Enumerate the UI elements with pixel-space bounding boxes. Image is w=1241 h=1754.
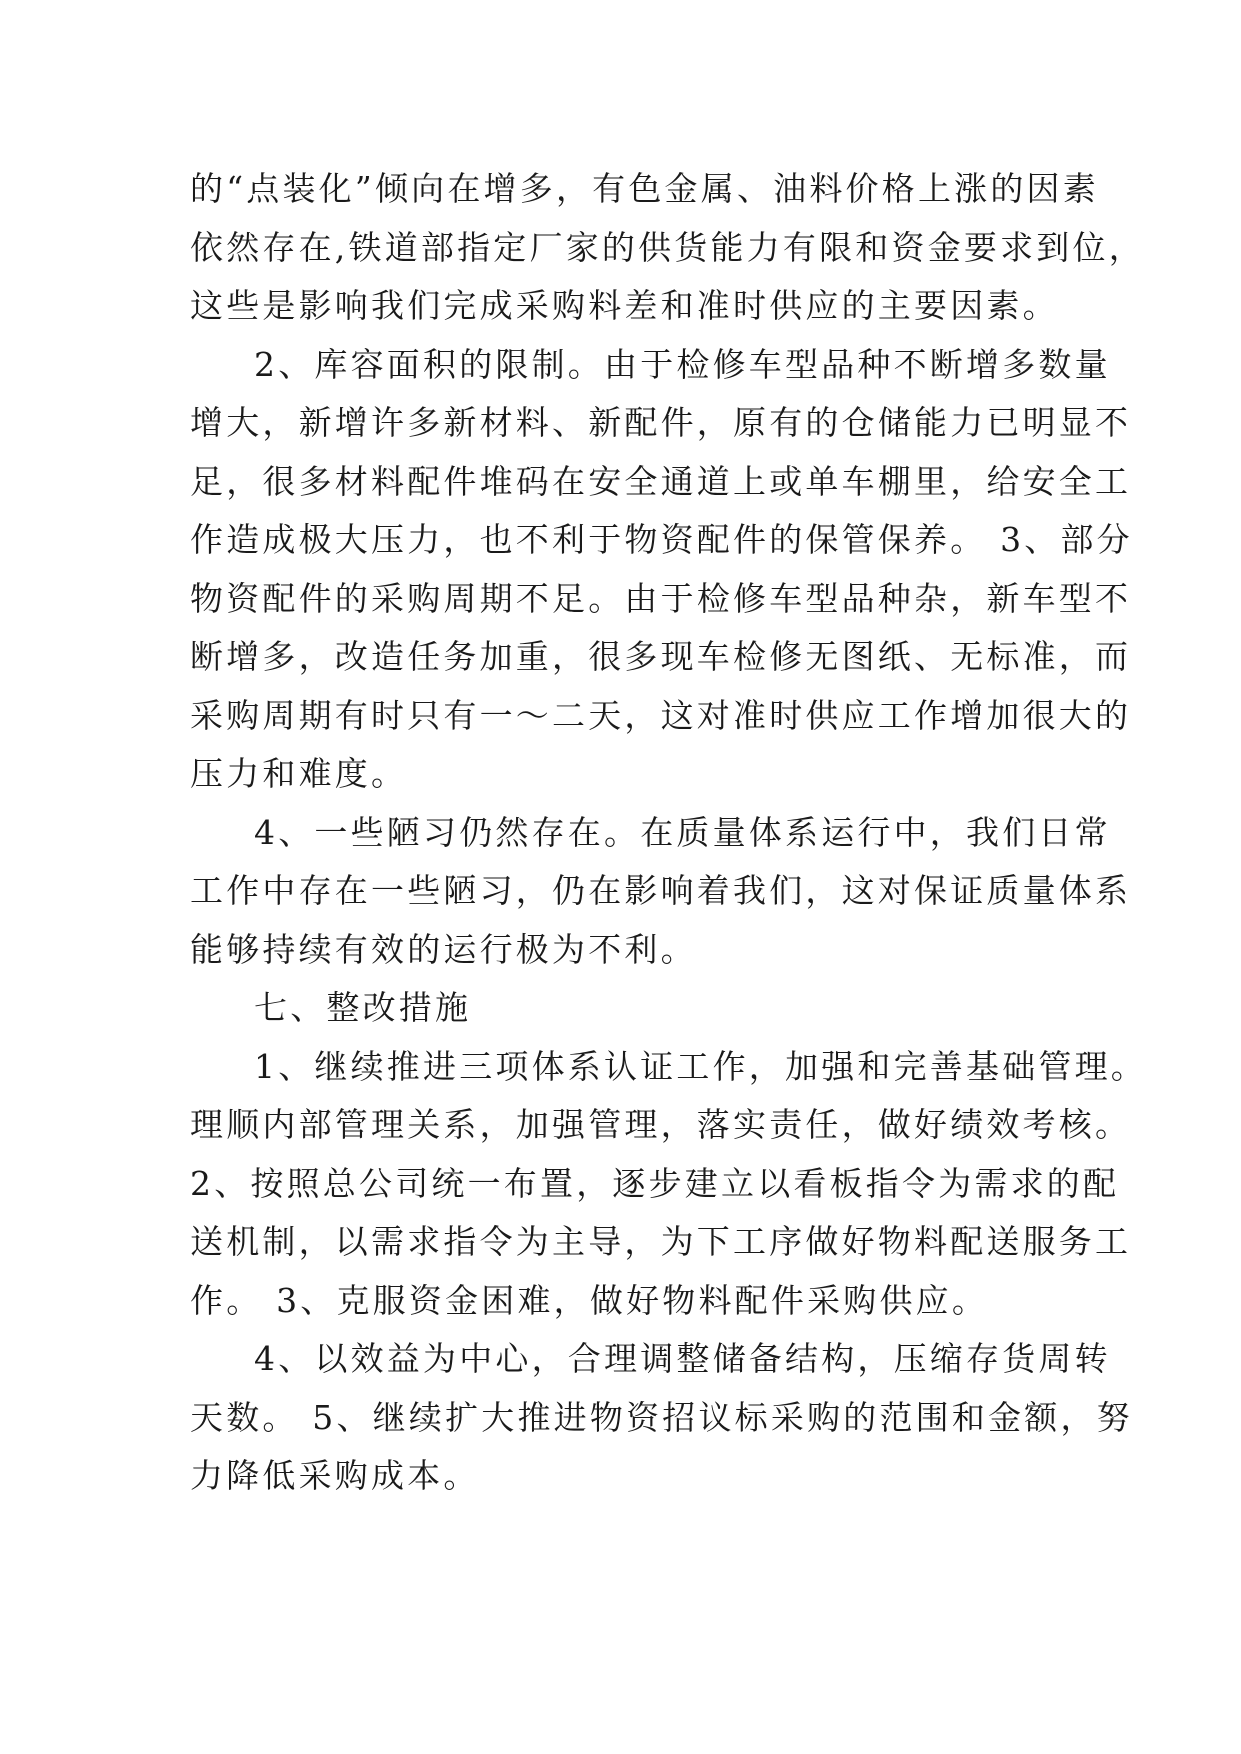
body-line: 2、库容面积的限制。由于检修车型品种不断增多数量 [254, 344, 1111, 384]
document-body [190, 160, 1147, 1506]
body-line: 能够持续有效的运行极为不利。 [190, 929, 697, 969]
body-line: 这些是影响我们完成采购料差和准时供应的主要因素。 [190, 286, 1059, 325]
body-line: 工作中存在一些陋习，仍在影响着我们，这对保证质量体系 [190, 871, 1132, 910]
body-line: 采购周期有时只有一～二天，这对准时供应工作增加很大的 [190, 695, 1132, 735]
section-heading: 七、整改措施 [254, 988, 472, 1027]
body-line: 断增多，改造任务加重，很多现车检修无图纸、无标准，而 [190, 637, 1132, 676]
body-line: 力降低采购成本。 [190, 1456, 480, 1495]
body-line: 1、继续推进三项体系认证工作，加强和完善基础管理。 [254, 1046, 1147, 1086]
body-line: 依然存在,铁道部指定厂家的供货能力有限和资金要求到位， [190, 227, 1145, 267]
body-line: 4、一些陋习仍然存在。在质量体系运行中，我们日常 [254, 812, 1111, 852]
body-line: 压力和难度。 [190, 754, 408, 793]
body-line: 足，很多材料配件堆码在安全通道上或单车棚里，给安全工 [190, 461, 1132, 501]
body-line: 作。 3、克服资金困难，做好物料配件采购供应。 [190, 1280, 989, 1320]
body-line: 天数。 5、继续扩大推进物资招议标采购的范围和金额，努 [190, 1397, 1133, 1437]
body-line: 理顺内部管理关系，加强管理，落实责任，做好绩效考核。 [190, 1105, 1132, 1144]
body-line: 增大，新增许多新材料、新配件，原有的仓储能力已明显不 [190, 403, 1132, 442]
body-line: 物资配件的采购周期不足。由于检修车型品种杂，新车型不 [190, 578, 1132, 618]
body-line: 送机制，以需求指令为主导，为下工序做好物料配送服务工 [190, 1222, 1132, 1261]
body-line: 作造成极大压力，也不利于物资配件的保管保养。 3、部分 [190, 520, 1133, 559]
body-line: 4、以效益为中心，合理调整储备结构，压缩存货周转 [254, 1339, 1111, 1378]
body-line: 的“点装化”倾向在增多，有色金属、油料价格上涨的因素 [190, 169, 1099, 208]
body-line: 2、按照总公司统一布置，逐步建立以看板指令为需求的配 [190, 1163, 1120, 1203]
